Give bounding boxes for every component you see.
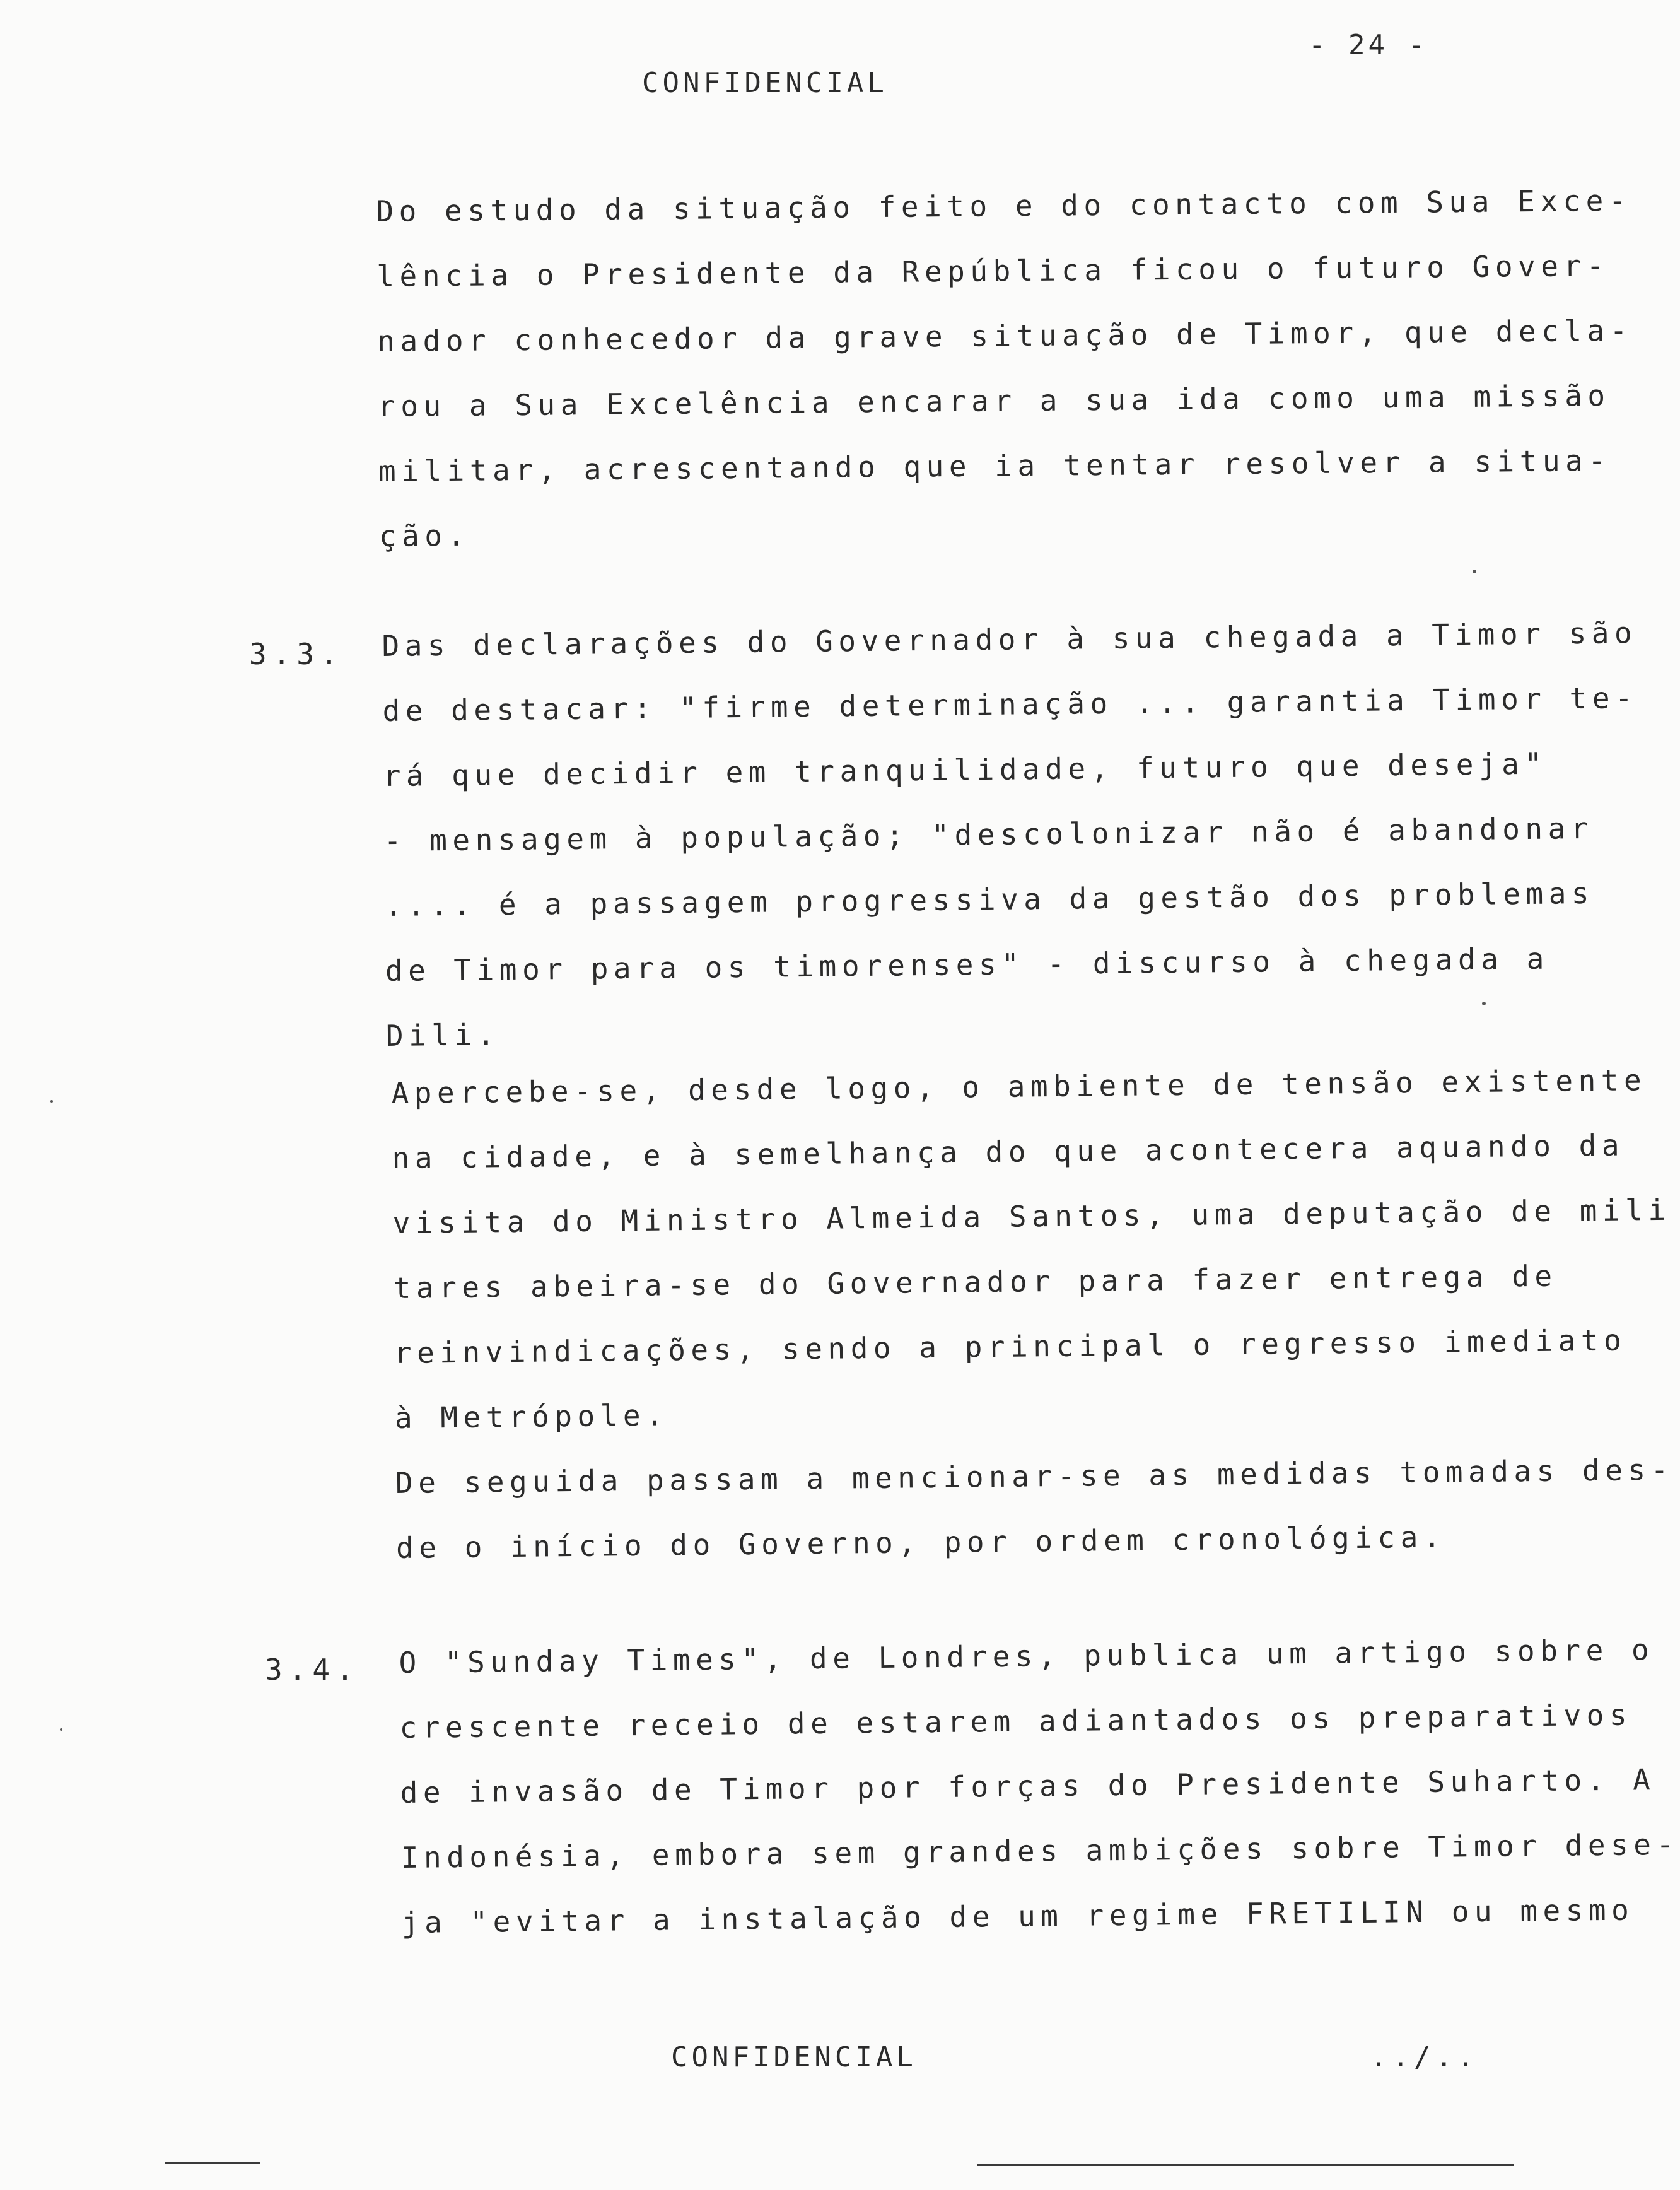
paragraph-line: militar, acrescentando que ia tentar resolver a situa- xyxy=(378,443,1611,488)
section-number: 3.3. xyxy=(249,637,344,671)
paragraph-line: reinvindicações, sendo a principal o regresso imediato xyxy=(394,1323,1627,1370)
paragraph-line: Apercebe-se, desde logo, o ambiente de tensão existente xyxy=(391,1063,1647,1110)
intro-paragraph xyxy=(376,168,1635,569)
paragraph-line: De seguida passam a mencionar-se as medidas tomadas des- xyxy=(395,1452,1674,1500)
bottom-rule-right xyxy=(977,2164,1514,2166)
paragraph-line: crescente receio de estarem adiantados os preparativos xyxy=(399,1697,1633,1745)
scan-speck xyxy=(1473,570,1476,573)
section-number: 3.4. xyxy=(265,1653,360,1687)
paragraph-line: ção. xyxy=(378,518,470,553)
paragraph-line: ja "evitar a instalação de um regime FRETILIN ou mesmo xyxy=(401,1892,1635,1940)
confidential-header: CONFIDENCIAL xyxy=(642,67,888,99)
scan-speck xyxy=(50,1100,53,1103)
paragraph-line: de o início do Governo, por ordem cronológica. xyxy=(395,1520,1447,1565)
section-3-4-paragraph xyxy=(399,1617,1680,1955)
scan-speck xyxy=(1482,1002,1486,1005)
paragraph-line: Dili. xyxy=(385,1017,501,1053)
paragraph-line: de destacar: "firme determinação ... garantia Timor te- xyxy=(382,681,1638,728)
paragraph-line: visita do Ministro Almeida Santos, uma deputação de mili xyxy=(392,1192,1671,1240)
bottom-rule-left xyxy=(165,2162,260,2164)
paragraph-line: na cidade, e à semelhança do que acontecera aquando da xyxy=(392,1128,1625,1175)
continuation-mark: ../.. xyxy=(1370,2041,1479,2073)
paragraph-line: tares abeira-se do Governador para fazer entrega de xyxy=(393,1258,1558,1305)
section-3-3-continuation xyxy=(391,1048,1674,1581)
paragraph-line: lência o Presidente da República ficou o futuro Gover- xyxy=(376,248,1610,293)
paragraph-line: - mensagem à população; "descolonizar não é abandonar xyxy=(383,811,1594,858)
paragraph-line: O "Sunday Times", de Londres, publica um artigo sobre o xyxy=(399,1632,1655,1680)
paragraph-line: de invasão de Timor por forças do Presidente Suharto. A xyxy=(400,1762,1656,1810)
section-3-3-paragraph xyxy=(382,600,1642,1069)
paragraph-line: à Metrópole. xyxy=(394,1398,669,1435)
paragraph-line: Indonésia, embora sem grandes ambições sobre Timor dese- xyxy=(400,1827,1679,1875)
paragraph-line: Do estudo da situação feito e do contacto com Sua Exce- xyxy=(376,183,1632,228)
paragraph-line: rá que decidir em tranquilidade, futuro que deseja" xyxy=(383,746,1548,793)
page-number: - 24 - xyxy=(1309,29,1428,61)
confidential-footer: CONFIDENCIAL xyxy=(671,2041,917,2073)
scan-speck xyxy=(60,1728,62,1731)
paragraph-line: .... é a passagem progressiva da gestão dos problemas xyxy=(384,875,1595,923)
paragraph-line: rou a Sua Excelência encarar a sua ida como uma missão xyxy=(377,378,1611,423)
paragraph-line: nador conhecedor da grave situação de Timor, que decla- xyxy=(377,313,1633,358)
paragraph-line: de Timor para os timorenses" - discurso à chegada a xyxy=(385,941,1550,988)
paragraph-line: Das declarações do Governador à sua chegada a Timor são xyxy=(382,616,1638,663)
